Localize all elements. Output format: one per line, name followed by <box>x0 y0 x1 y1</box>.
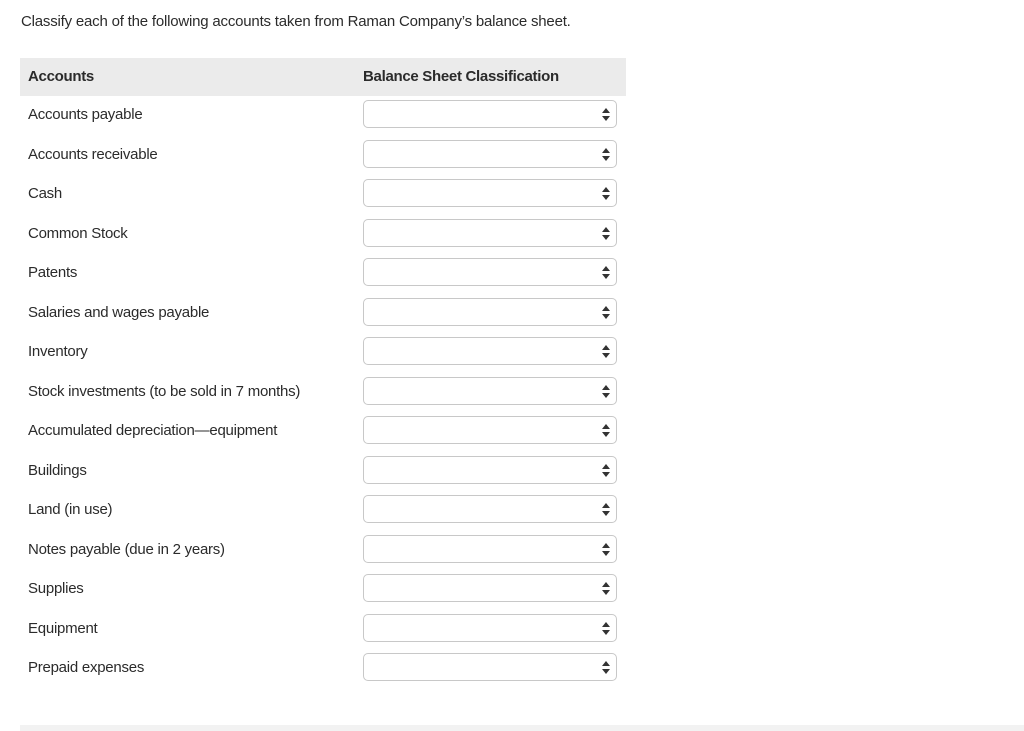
table-row <box>20 96 626 136</box>
up-down-chevron-icon <box>602 464 610 477</box>
table-body <box>20 96 626 689</box>
footer-divider <box>20 725 1024 731</box>
account-name: Stock investments (to be sold in 7 months) <box>28 382 301 400</box>
classification-table <box>20 58 626 689</box>
up-down-chevron-icon <box>602 385 610 398</box>
account-name: Land (in use) <box>28 501 113 518</box>
up-down-chevron-icon <box>602 543 610 556</box>
table-row <box>20 175 626 215</box>
up-down-chevron-icon <box>602 187 610 200</box>
classification-select[interactable] <box>363 653 617 681</box>
up-down-chevron-icon <box>602 622 610 635</box>
table-row <box>20 136 626 176</box>
table-row <box>20 531 626 571</box>
instructions-text: Classify each of the following accounts taken from Raman Company’s balance sheet. <box>21 13 571 30</box>
header-classification: Balance Sheet Classification <box>363 68 559 85</box>
up-down-chevron-icon <box>602 148 610 161</box>
classification-select[interactable] <box>363 140 617 168</box>
classification-select[interactable] <box>363 535 617 563</box>
account-name: Accounts payable <box>28 106 143 123</box>
header-accounts: Accounts <box>28 68 94 85</box>
table-row <box>20 333 626 373</box>
up-down-chevron-icon <box>602 227 610 240</box>
table-row <box>20 491 626 531</box>
classification-select[interactable] <box>363 258 617 286</box>
up-down-chevron-icon <box>602 424 610 437</box>
table-header <box>20 58 626 96</box>
table-row <box>20 412 626 452</box>
table-row <box>20 215 626 255</box>
account-name: Patents <box>28 264 78 281</box>
account-name: Notes payable (due in 2 years) <box>28 540 225 558</box>
classification-select[interactable] <box>363 100 617 128</box>
table-row <box>20 570 626 610</box>
classification-select[interactable] <box>363 614 617 642</box>
account-name: Cash <box>28 185 63 202</box>
classification-select[interactable] <box>363 219 617 247</box>
account-name: Supplies <box>28 580 84 597</box>
up-down-chevron-icon <box>602 661 610 674</box>
table-row <box>20 294 626 334</box>
classification-select[interactable] <box>363 377 617 405</box>
classification-select[interactable] <box>363 337 617 365</box>
up-down-chevron-icon <box>602 503 610 516</box>
account-name: Equipment <box>28 619 98 637</box>
up-down-chevron-icon <box>602 582 610 595</box>
table-row <box>20 452 626 492</box>
up-down-chevron-icon <box>602 266 610 279</box>
table-row <box>20 610 626 650</box>
account-name: Prepaid expenses <box>28 659 145 676</box>
classification-select[interactable] <box>363 416 617 444</box>
account-name: Accumulated depreciation—equipment <box>28 422 278 439</box>
up-down-chevron-icon <box>602 306 610 319</box>
up-down-chevron-icon <box>602 345 610 358</box>
account-name: Common Stock <box>28 224 128 242</box>
table-row <box>20 649 626 689</box>
account-name: Salaries and wages payable <box>28 303 210 321</box>
account-name: Inventory <box>28 343 88 360</box>
table-row <box>20 254 626 294</box>
account-name: Accounts receivable <box>28 145 158 163</box>
classification-select[interactable] <box>363 179 617 207</box>
account-name: Buildings <box>28 461 87 479</box>
classification-select[interactable] <box>363 574 617 602</box>
up-down-chevron-icon <box>602 108 610 121</box>
classification-select[interactable] <box>363 495 617 523</box>
table-row <box>20 373 626 413</box>
classification-select[interactable] <box>363 298 617 326</box>
classification-select[interactable] <box>363 456 617 484</box>
